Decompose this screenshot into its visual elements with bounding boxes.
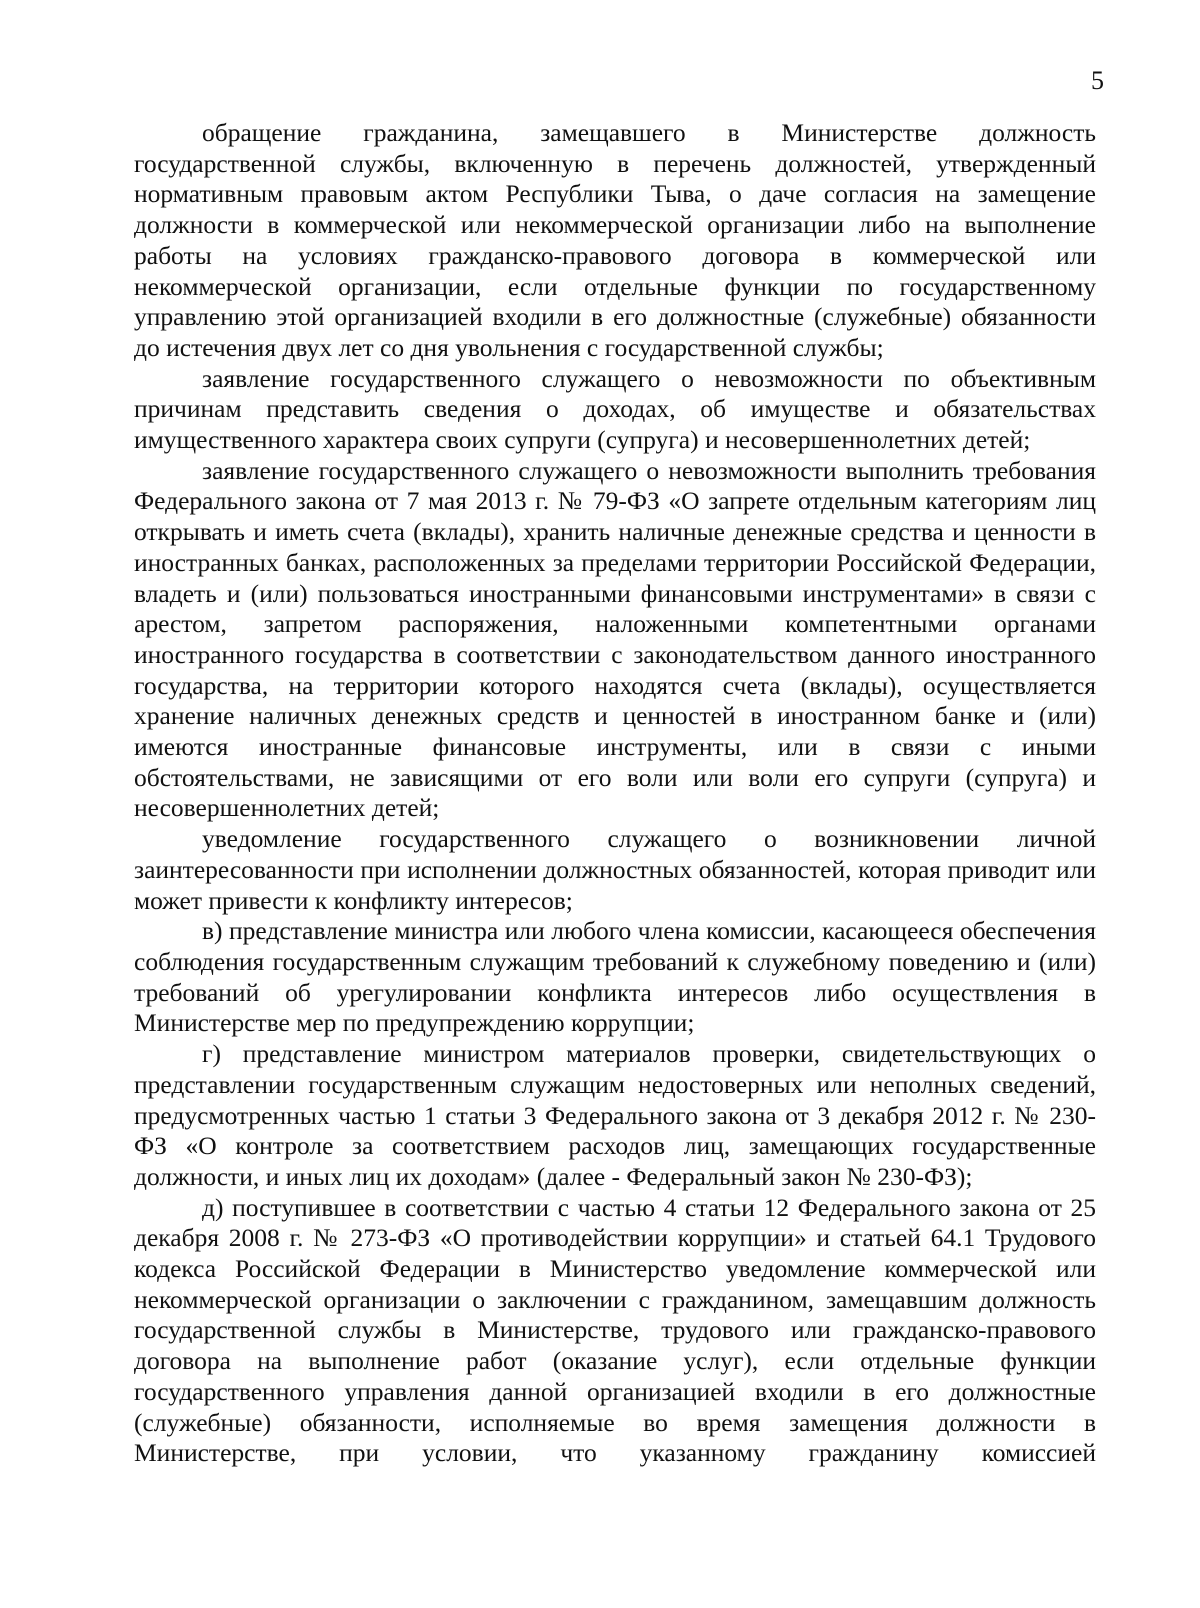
paragraph-statement-foreign-accounts: заявление государственного служащего о невозможности выполнить требования Федерального закона от 7 мая 2013 г. № 79-ФЗ «О запрете отдельным категориям лиц открывать и иметь счета (вклады), хранить наличные денежные средства и ценности в иностранных банках, расположенных за пределами территории Российской Федерации, владеть и (или) пользоваться иностранными финансовыми инструментами» в связи с арестом, запретом распоряжения, наложенными компетентными органами иностранного государства в соответствии с законодательством данного иностранного государства, на территории которого находятся счета (вклады), осуществляется хранение наличных денежных средств и ценностей в иностранном банке и (или) имеются иностранные финансовые инструменты, или в связи с иными обстоятельствами, не зависящими от его воли или воли его супруги (супруга) и несовершеннолетних детей; [134,455,1096,823]
paragraph-appeal-former-servant: обращение гражданина, замещавшего в Министерстве должность государственной службы, включенную в перечень должностей, утвержденный нормативным правовым актом Республики Тыва, о даче согласия на замещение должности в коммерческой или некоммерческой организации либо на выполнение работы на условиях гражданско-правового договора в коммерческой или некоммерческой организации, если отдельные функции по государственному управлению этой организацией входили в его должностные (служебные) обязанности до истечения двух лет со дня увольнения с государственной службы; [134,118,1096,362]
document-body [134,118,1096,1469]
paragraph-item-g: г) представление министром материалов проверки, свидетельствующих о представлении государственным служащим недостоверных или неполных сведений, предусмотренных частью 1 статьи 3 Федерального закона от 3 декабря 2012 г. № 230-ФЗ «О контроле за соответствием расходов лиц, замещающих государственные должности, и иных лиц их доходам» (далее - Федеральный закон № 230-ФЗ); [134,1039,1096,1191]
paragraph-notice-conflict-of-interest: уведомление государственного служащего о возникновении личной заинтересованности при исполнении должностных обязанностей, которая приводит или может привести к конфликту интересов; [134,824,1096,915]
page-number: 5 [1091,66,1104,95]
paragraph-item-d: д) поступившее в соответствии с частью 4 статьи 12 Федерального закона от 25 декабря 2008 г. № 273-ФЗ «О противодействии коррупции» и статьей 64.1 Трудового кодекса Российской Федерации в Министерство уведомление коммерческой или некоммерческой организации о заключении с гражданином, замещавшим должность государственной службы в Министерстве, трудового или гражданско-правового договора на выполнение работ (оказание услуг), если отдельные функции государственного управления данной организацией входили в его должностные (служебные) обязанности, исполняемые во время замещения должности в Министерстве, при условии, что указанному гражданину комиссией [134,1192,1096,1468]
paragraph-statement-income-info: заявление государственного служащего о невозможности по объективным причинам представить сведения о доходах, об имуществе и обязательствах имущественного характера своих супруги (супруга) и несовершеннолетних детей; [134,363,1096,455]
paragraph-item-v: в) представление министра или любого члена комиссии, касающееся обеспечения соблюдения государственным служащим требований к служебному поведению и (или) требований об урегулировании конфликта интересов либо осуществления в Министерстве мер по предупреждению коррупции; [134,916,1096,1038]
